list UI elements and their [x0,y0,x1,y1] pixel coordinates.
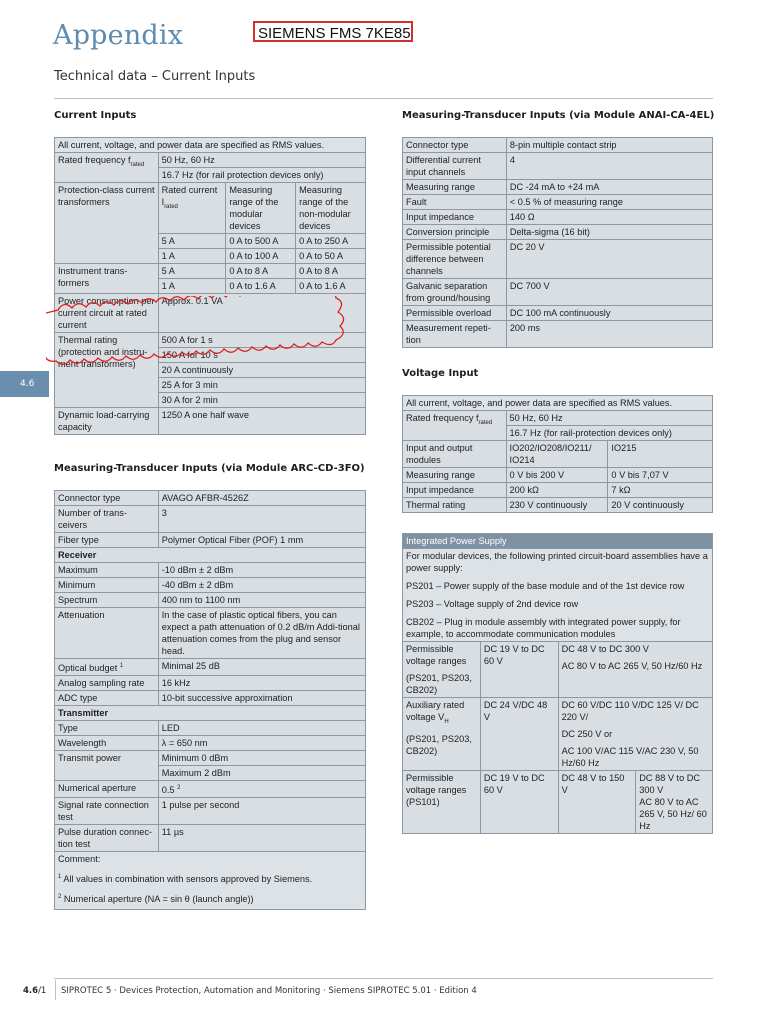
table-cell: 10-bit successive approximation [158,691,365,706]
table-cell: 200 ms [506,321,712,348]
thermal-value: 25 A for 3 min [158,378,365,393]
table-cell: Measuring range [403,180,507,195]
table-cell: DC 48 V to DC 300 V AC 80 V to AC 265 V, 50 Hz/60 Hz [558,642,712,698]
table-cell: Minimum 0 dBm [158,751,365,766]
table-cell: Fiber type [55,533,159,548]
table-cell: Attenuation [55,608,159,659]
thermal-value: 20 A continuously [158,363,365,378]
table-cell: Galvanic separation from ground/housing [403,279,507,306]
table-cell: 0 A to 1.6 A [226,279,296,294]
table-cell: Delta-sigma (16 bit) [506,225,712,240]
red-cloud-annotation [46,296,371,368]
protection-ct-label: Protection-class current transformers [55,183,159,264]
table-cell: ADC type [55,691,159,706]
voltage-input-heading: Voltage Input [402,368,479,379]
rms-note: All current, voltage, and power data are specified as RMS values. [403,396,713,411]
table-cell: 8-pin multiple contact strip [506,138,712,153]
table-cell: Spectrum [55,593,159,608]
table-cell: 5 A [158,264,226,279]
table-cell: DC 24 V/DC 48 V [480,698,558,771]
table-cell: 0 V bis 7,07 V [608,468,713,483]
table-cell: 400 nm to 1100 nm [158,593,365,608]
table-cell: DC 700 V [506,279,712,306]
intro-text: For modular devices, the following printed circuit-board assemblies have a power supply: [406,551,708,573]
numerical-aperture-value: 0.5 $^2$ [158,781,365,798]
rated-frequency-label: Rated frequency $f_{rated}$ [403,411,507,441]
instrument-transformers-label: Instrument trans-formers [55,264,159,294]
table-cell: Minimal 25 dB [158,659,365,676]
page-number: 4.6/1 [23,986,47,996]
dynamic-load-label: Dynamic load-carrying capacity [55,408,159,435]
rated-frequency-label: Rated frequency $f_{rated}$ [55,153,159,183]
table-cell: 11 µs [158,825,365,852]
chapter-tab[interactable]: 4.6 [0,371,49,397]
table-cell: Input and output modules [403,441,507,468]
table-cell: 20 V continuously [608,498,713,513]
footnote-1: $^1$ All values in combination with sensors approved by Siemens. [58,874,313,885]
table-cell: 0 A to 500 A [226,234,296,249]
col-rated-current: Rated current $I_{rated}$ [158,183,226,234]
table-cell: Maximum [55,563,159,578]
table-cell: 0 A to 8 A [296,264,366,279]
footer-divider [54,978,713,979]
table-cell: Signal rate connection test [55,798,159,825]
table-cell: DC 48 V to 150 V [558,771,636,834]
table-cell: 1 A [158,249,226,264]
transmit-power-label: Transmit power [55,751,159,781]
anai-heading: Measuring-Transducer Inputs (via Module ANAI-CA-4EL) [402,110,715,121]
thermal-value: 500 A for 1 s [158,333,365,348]
table-cell: 200 kΩ [506,483,608,498]
table-cell: 16.7 Hz (for rail-protection devices only) [506,426,712,441]
table-cell: Minimum [55,578,159,593]
table-cell: Type [55,721,159,736]
table-cell: Connector type [55,491,159,506]
table-cell: 0 A to 50 A [296,249,366,264]
page-subtitle: Technical data – Current Inputs [54,69,256,84]
table-cell: 1 pulse per second [158,798,365,825]
col-nonmodular-range: Measuring range of the non-modular devices [296,183,366,234]
power-supply-heading: Integrated Power Supply [403,534,713,549]
table-cell: 0 A to 8 A [226,264,296,279]
table-cell: 0 V bis 200 V [506,468,608,483]
table-cell: DC 20 V [506,240,712,279]
thermal-rating-label: Thermal rating (protection and instru-ment transformers) [55,333,159,408]
header-divider [54,98,713,99]
table-cell: 230 V continuously [506,498,608,513]
dynamic-load-value: 1250 A one half wave [158,408,365,435]
table-cell: DC 88 V to DC 300 V AC 80 V to AC 265 V, 50 Hz/ 60 Hz [636,771,713,834]
table-cell: LED [158,721,365,736]
ps201-text: PS201 – Power supply of the base module and of the 1st device row [406,581,685,591]
table-cell: Permissible potential difference between channels [403,240,507,279]
comment-label: Comment: [58,854,101,865]
table-cell: Measuring range [403,468,507,483]
table-cell: 16 kHz [158,676,365,691]
footnote-2: $^2$ Numerical aperture (NA = sin θ (launch angle)) [58,894,254,905]
table-cell: 0 A to 250 A [296,234,366,249]
table-cell: DC -24 mA to +24 mA [506,180,712,195]
table-cell: 7 kΩ [608,483,713,498]
table-cell: Permissible overload [403,306,507,321]
table-cell: λ = 650 nm [158,736,365,751]
current-inputs-table [54,137,366,435]
annotation-stamp: SIEMENS FMS 7KE85 [253,21,413,42]
table-cell: Number of trans-ceivers [55,506,159,533]
table-cell: 4 [506,153,712,180]
table-cell: Maximum 2 dBm [158,766,365,781]
table-cell: 0 A to 100 A [226,249,296,264]
table-cell: Differential current input channels [403,153,507,180]
arc-heading: Measuring-Transducer Inputs (via Module ARC-CD-3FO) [54,463,365,474]
table-cell: Thermal rating [403,498,507,513]
permissible-voltage-label: Permissible voltage ranges (PS201, PS203, CB202) [403,642,481,698]
rms-note: All current, voltage, and power data are specified as RMS values. [55,138,366,153]
page-title: Appendix [53,20,184,51]
table-cell: Input impedance [403,483,507,498]
footer-separator [55,980,56,1000]
table-cell: 50 Hz, 60 Hz [506,411,712,426]
footer-text: SIPROTEC 5 · Devices Protection, Automation and Monitoring · Siemens SIPROTEC 5.01 · Edition 4 [61,986,477,996]
ps203-text: PS203 – Voltage supply of 2nd device row [406,599,579,609]
power-supply-table [402,533,713,834]
col-modular-range: Measuring range of the modular devices [226,183,296,234]
table-cell: In the case of plastic optical fibers, you can expect a path attenuation of 0.2 dB/m Addi-tional attenuation comes from the plug and sensor head. [158,608,365,659]
comment-block [55,852,366,910]
table-cell: 3 [158,506,365,533]
table-cell: Numerical aperture [55,781,159,798]
table-cell: Analog sampling rate [55,676,159,691]
table-cell: AVAGO AFBR-4526Z [158,491,365,506]
table-cell: Pulse duration connec-tion test [55,825,159,852]
table-cell: Conversion principle [403,225,507,240]
anai-table [402,137,713,348]
permissible-voltage-ps101-label: Permissible voltage ranges (PS101) [403,771,481,834]
voltage-input-table [402,395,713,513]
thermal-value: 150 A for 10 s [158,348,365,363]
table-cell: 5 A [158,234,226,249]
table-cell: 0 A to 1.6 A [296,279,366,294]
thermal-value: 30 A for 2 min [158,393,365,408]
table-cell: Fault [403,195,507,210]
rated-frequency-value: 50 Hz, 60 Hz [158,153,365,168]
table-cell: Connector type [403,138,507,153]
table-cell: IO215 [608,441,713,468]
arc-table [54,490,366,910]
rated-frequency-value-rail: 16.7 Hz (for rail protection devices only) [158,168,365,183]
table-cell: Wavelength [55,736,159,751]
power-consumption-value: Approx. 0.1 VA [158,294,365,333]
aux-voltage-label: Auxiliary rated voltage $V_H$ (PS201, PS203, CB202) [403,698,481,771]
table-cell: DC 19 V to DC 60 V [480,771,558,834]
table-cell: DC 100 mA continuously [506,306,712,321]
cb202-text: CB202 – Plug in module assembly with integrated power supply, for example, to accommodate communication modules [406,617,681,639]
table-cell: 140 Ω [506,210,712,225]
current-inputs-heading: Current Inputs [54,110,137,121]
table-cell: IO202/IO208/IO211/ IO214 [506,441,608,468]
power-consumption-label: Power consumption per current circuit at rated current [55,294,159,333]
table-cell: Measurement repeti-tion [403,321,507,348]
table-cell: -10 dBm ± 2 dBm [158,563,365,578]
table-cell: DC 19 V to DC 60 V [480,642,558,698]
table-cell: Input impedance [403,210,507,225]
power-supply-intro [403,549,713,642]
optical-budget-label: Optical budget $^1$ [55,659,159,676]
table-cell: 1 A [158,279,226,294]
table-cell: DC 60 V/DC 110 V/DC 125 V/ DC 220 V/ DC 250 V or AC 100 V/AC 115 V/AC 230 V, 50 Hz/60 Hz [558,698,712,771]
receiver-subheading: Receiver [55,548,366,563]
table-cell: < 0.5 % of measuring range [506,195,712,210]
table-cell: -40 dBm ± 2 dBm [158,578,365,593]
table-cell: Polymer Optical Fiber (POF) 1 mm [158,533,365,548]
transmitter-subheading: Transmitter [55,706,366,721]
